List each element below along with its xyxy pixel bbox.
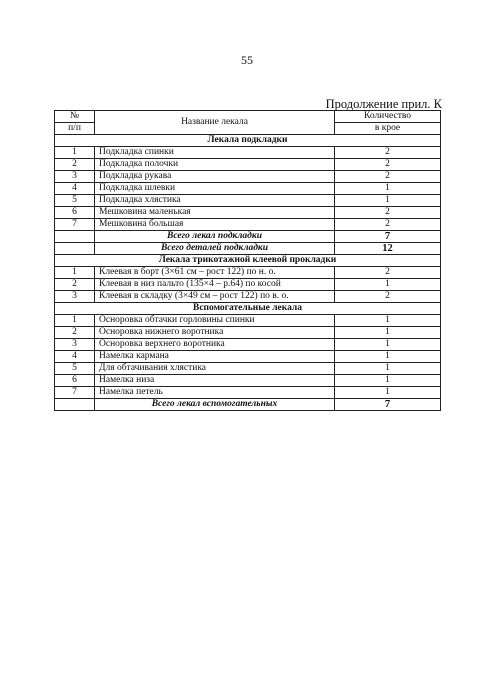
- row-name: Подкладка хлястика: [95, 195, 335, 207]
- row-name: Клеевая в складку (3×49 см – рост 122) по в. о.: [95, 291, 335, 303]
- row-qty: 2: [335, 291, 441, 303]
- header-number-line1: №: [55, 111, 95, 123]
- row-number: 4: [55, 351, 95, 363]
- row-qty: 1: [335, 351, 441, 363]
- row-name: Подкладка полочки: [95, 159, 335, 171]
- total-qty: 12: [335, 243, 441, 255]
- row-number: 1: [55, 315, 95, 327]
- row-name: Намелка низа: [95, 375, 335, 387]
- row-name: Оснoровка нижнего воротника: [95, 327, 335, 339]
- row-name: Клеевая в борт (3×61 см – рост 122) по н. о.: [95, 267, 335, 279]
- row-qty: 2: [335, 207, 441, 219]
- header-qty-line1: Количество: [335, 111, 441, 123]
- table-header-row: [55, 111, 441, 123]
- section-header-row: [55, 255, 441, 267]
- table-row: [55, 279, 441, 291]
- row-number: 5: [55, 195, 95, 207]
- header-number-line2: п/п: [55, 123, 95, 135]
- table-row: [55, 351, 441, 363]
- row-name: Подкладка шлевки: [95, 183, 335, 195]
- row-number: 3: [55, 171, 95, 183]
- section-header-row: [55, 135, 441, 147]
- total-qty: 7: [335, 231, 441, 243]
- row-qty: 1: [335, 279, 441, 291]
- table-row: [55, 195, 441, 207]
- row-number: 4: [55, 183, 95, 195]
- row-qty: 1: [335, 387, 441, 399]
- table-row: [55, 207, 441, 219]
- row-number: 2: [55, 279, 95, 291]
- section-title: Лекала трикотажной клеевой прокладки: [55, 255, 441, 267]
- header-qty-line2: в крое: [335, 123, 441, 135]
- row-number: 7: [55, 219, 95, 231]
- row-number: 3: [55, 291, 95, 303]
- row-number: 1: [55, 267, 95, 279]
- table-row: [55, 267, 441, 279]
- patterns-table: [54, 110, 441, 411]
- row-qty: 1: [335, 183, 441, 195]
- row-name: Для обтачивания хлястика: [95, 363, 335, 375]
- table-row: [55, 363, 441, 375]
- row-qty: 2: [335, 267, 441, 279]
- row-qty: 2: [335, 219, 441, 231]
- row-name: Подкладка спинки: [95, 147, 335, 159]
- table-row: [55, 147, 441, 159]
- table-row: [55, 291, 441, 303]
- row-name: Оснoровка верхнего воротника: [95, 339, 335, 351]
- empty-cell: [55, 231, 95, 243]
- row-name: Мешковина большая: [95, 219, 335, 231]
- empty-cell: [55, 243, 95, 255]
- row-qty: 1: [335, 327, 441, 339]
- total-row: [55, 243, 441, 255]
- total-qty: 7: [335, 399, 441, 411]
- table-row: [55, 315, 441, 327]
- row-qty: 1: [335, 315, 441, 327]
- header-name: Название лекала: [95, 111, 335, 135]
- row-number: 5: [55, 363, 95, 375]
- row-qty: 1: [335, 195, 441, 207]
- row-qty: 2: [335, 159, 441, 171]
- table-row: [55, 387, 441, 399]
- total-label: Всего лекал вспомогательных: [95, 399, 335, 411]
- total-row: [55, 399, 441, 411]
- row-qty: 2: [335, 171, 441, 183]
- row-number: 1: [55, 147, 95, 159]
- row-qty: 1: [335, 339, 441, 351]
- row-qty: 1: [335, 363, 441, 375]
- section-header-row: [55, 303, 441, 315]
- row-name: Намелка петель: [95, 387, 335, 399]
- row-name: Намелка кармана: [95, 351, 335, 363]
- row-number: 2: [55, 159, 95, 171]
- row-name: Подкладка рукава: [95, 171, 335, 183]
- table-row: [55, 219, 441, 231]
- table-row: [55, 339, 441, 351]
- table-row: [55, 375, 441, 387]
- total-label: Всего деталей подкладки: [95, 243, 335, 255]
- table-row: [55, 183, 441, 195]
- total-row: [55, 231, 441, 243]
- row-name: Клеевая в низ пальто (135×4 – р.64) по косой: [95, 279, 335, 291]
- row-number: 2: [55, 327, 95, 339]
- row-number: 6: [55, 207, 95, 219]
- table-row: [55, 171, 441, 183]
- empty-cell: [55, 399, 95, 411]
- row-number: 3: [55, 339, 95, 351]
- row-name: Мешковина маленькая: [95, 207, 335, 219]
- row-qty: 2: [335, 147, 441, 159]
- section-title: Лекала подкладки: [55, 135, 441, 147]
- table-row: [55, 327, 441, 339]
- continuation-label: Продолжение прил. К: [325, 97, 442, 111]
- row-number: 7: [55, 387, 95, 399]
- row-name: Оснoровка обтачки горловины спинки: [95, 315, 335, 327]
- row-number: 6: [55, 375, 95, 387]
- row-qty: 1: [335, 375, 441, 387]
- section-title: Вспомогательные лекала: [55, 303, 441, 315]
- total-label: Всего лекал подкладки: [95, 231, 335, 243]
- page-number: 55: [241, 53, 253, 67]
- table-row: [55, 159, 441, 171]
